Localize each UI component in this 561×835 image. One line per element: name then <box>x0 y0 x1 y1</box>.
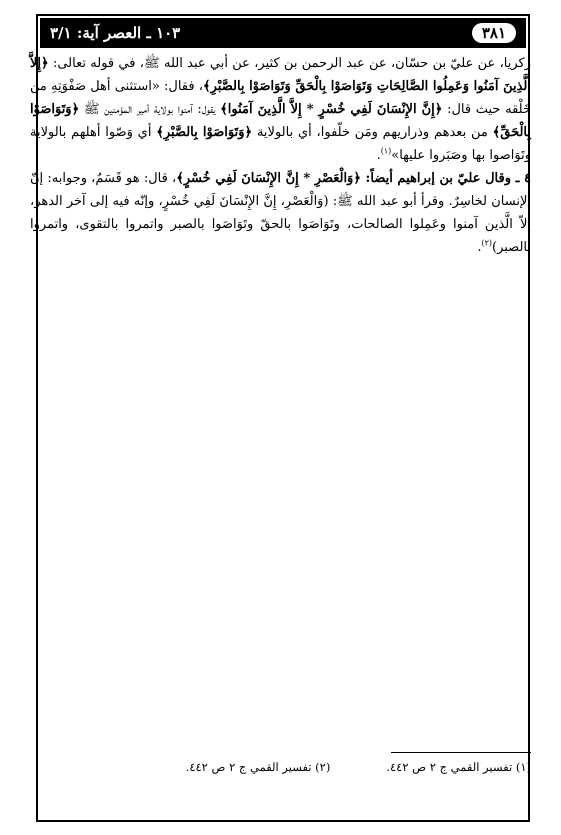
footnote-1-text: تفسير القمي ج ٢ ص ٤٤٢. <box>386 760 513 774</box>
footnote-divider <box>391 752 531 753</box>
footnote-ref: (١) <box>380 146 392 156</box>
sentence-end: . <box>376 148 381 163</box>
paragraph-text: زكريا، عن عليّ بن حسّان، عن عبد الرحمن بن كثير، عن أبي عبد الله ﷺ، في قوله تعالى: <box>48 56 531 71</box>
paragraph-text: أي وَصّوا أهلهم بالولاية وتَوَاصوا بها وصَبَروا عليها» <box>30 125 531 163</box>
paragraph <box>30 52 531 167</box>
paragraph-text: ، قال: هو قَسَمٌ، وجوابه: إنّ الإنسان لخاسِرٌ. وقرأ أبو عبد الله ﷺ: (وَالْعَصْرِ، إِنَّ الإِنْسَانَ لَفِي خُسْرٍ، وإنّه فيه إلى آخر الدهر، إلاّ الَّذين آمنوا وعَمِلوا الصالحات، وتَوَاصَوا بالحقّ وتَوَاصَوا بالصبر واتمروا بالتقوى، واتمروا بالصبر) <box>30 171 531 255</box>
footnote-ref: (٢) <box>481 238 493 248</box>
running-title: ١٠٣ ـ العصر آية: ٣/١ <box>50 24 181 42</box>
paragraph-text: من بعدهم وذراريهم ومَن خلّفوا، أي بالولاية <box>252 125 493 140</box>
footnote-2-text: تفسير القمي ج ٢ ص ٤٤٢. <box>185 760 312 774</box>
quran-quote: ﴿وَتَوَاصَوْا بِالْحَقِّ﴾ <box>30 102 531 140</box>
paragraph <box>30 167 531 259</box>
header-bar <box>40 18 526 48</box>
paragraph-text: ، فقال: «استثنى أهل صَفْوَتِهِ من خَلْقه حيث قال: <box>30 79 532 117</box>
body-text <box>30 52 531 259</box>
quran-quote: ٤ ـ وقال عليّ بن إبراهيم أيضاً: <box>360 171 531 186</box>
footnote-2 <box>186 760 331 774</box>
footnotes <box>30 760 531 774</box>
quran-quote: ﴿وَالْعَصْرِ * إِنَّ الإِنْسَانَ لَفِي خُسْرٍ﴾ <box>176 171 361 186</box>
footnote-1-number: (١) <box>515 760 531 774</box>
footnote-2-number: (٢) <box>315 760 331 774</box>
page-number: ٣٨١ <box>472 23 516 43</box>
quran-quote: ﴿إِنَّ الإِنْسَانَ لَفِي خُسْرٍ * إِلاَّ الَّذِينَ آمَنُوا﴾ <box>220 102 443 117</box>
quran-quote: ﴿وَتَوَاصَوْا بِالصَّبْرِ﴾ <box>156 125 253 140</box>
footnote-1 <box>386 760 531 774</box>
paragraph-text: يقول: آمنوا بولاية أمير المؤمنين ﷺ <box>79 102 221 117</box>
quran-quote: ﴿إِلاَّ الَّذِينَ آمَنُوا وَعَمِلُوا الصَّالِحَاتِ وَتَوَاصَوْا بِالْحَقِّ وَتَوَاصَوْا بِالصَّبْرِ﴾ <box>30 56 532 94</box>
sentence-end: . <box>477 240 482 255</box>
